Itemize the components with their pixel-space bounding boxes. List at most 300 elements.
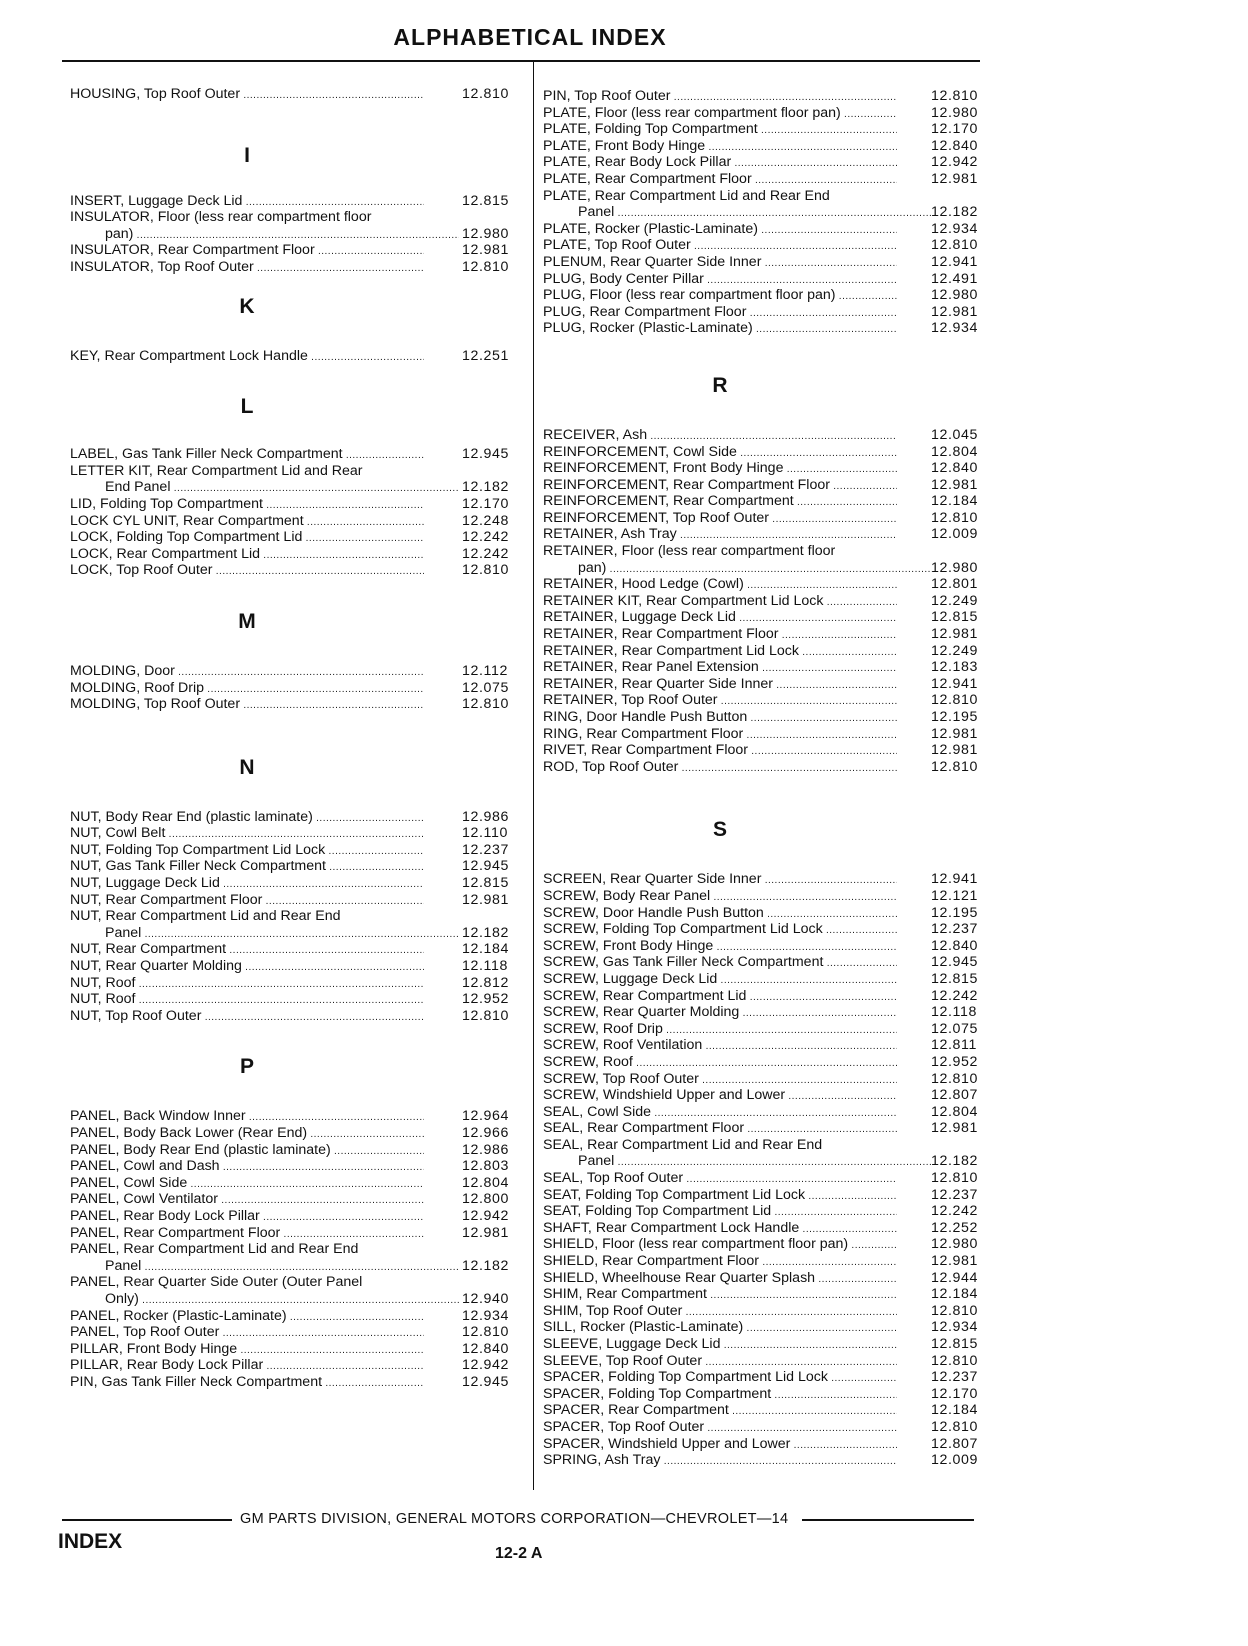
entry-page-ref: 12.170: [931, 121, 978, 138]
entry-name: PLATE, Folding Top Compartment .....: [543, 121, 897, 138]
entry-name: REINFORCEMENT, Cowl Side .....: [543, 444, 897, 461]
entry-name: SCREW, Gas Tank Filler Neck Compartment .....: [543, 954, 897, 971]
entry-page-ref: 12.242: [931, 987, 978, 1004]
entry-name-continued: Panel .....: [543, 1153, 932, 1170]
entry-name: RETAINER, Luggage Deck Lid .....: [543, 609, 897, 626]
entry-page-ref: 12.045: [931, 426, 978, 443]
entry-name: SPRING, Ash Tray .....: [543, 1452, 897, 1469]
entry-name: PLATE, Rear Compartment Lid and Rear End: [543, 187, 830, 204]
entry-page-ref: 12.815: [931, 970, 978, 987]
entry-page-ref: 12.184: [931, 1286, 978, 1303]
entry-name: PIN, Gas Tank Filler Neck Compartment .....: [70, 1374, 424, 1391]
entry-page-ref: 12.182: [931, 1153, 978, 1170]
entry-page-ref: 12.810: [931, 509, 978, 526]
index-entry: [543, 1104, 991, 1121]
entry-page-ref: 12.945: [931, 954, 978, 971]
index-entry: [70, 1341, 522, 1358]
index-entry: [543, 304, 991, 321]
index-entry: [543, 221, 991, 238]
entry-name: PANEL, Body Rear End (plastic laminate) .....: [70, 1142, 424, 1159]
entry-page-ref: 12.945: [462, 1373, 509, 1390]
entry-name: PANEL, Rear Body Lock Pillar .....: [70, 1208, 424, 1225]
entry-page-ref: 12.807: [931, 1435, 978, 1452]
index-entry: [543, 954, 991, 971]
entry-page-ref: 12.980: [462, 225, 509, 242]
entry-name: PLUG, Floor (less rear compartment floor pan) .....: [543, 287, 897, 304]
index-entry: [543, 692, 991, 709]
entry-name: SILL, Rocker (Plastic-Laminate) .....: [543, 1319, 897, 1336]
entry-page-ref: 12.807: [931, 1087, 978, 1104]
index-entry: [543, 593, 991, 610]
entry-name: REINFORCEMENT, Front Body Hinge .....: [543, 460, 897, 477]
entry-name: LOCK CYL UNIT, Rear Compartment .....: [70, 513, 424, 530]
entry-name: RING, Rear Compartment Floor .....: [543, 726, 897, 743]
index-entry: [543, 709, 991, 726]
entry-page-ref: 12.952: [462, 991, 509, 1008]
entry-name: PANEL, Body Back Lower (Rear End) .....: [70, 1125, 424, 1142]
index-entry: [70, 259, 522, 276]
entry-name: SCREEN, Rear Quarter Side Inner .....: [543, 871, 897, 888]
index-entry: [543, 742, 991, 759]
entry-page-ref: 12.986: [462, 1141, 509, 1158]
index-entry: [70, 546, 522, 563]
index-entry: [543, 1402, 991, 1419]
index-entry: [70, 86, 522, 103]
index-entry: [543, 1236, 991, 1253]
entry-name-continued: Panel .....: [543, 204, 932, 221]
index-entry: [70, 463, 522, 496]
letter-heading: I: [244, 143, 250, 167]
entry-name: RETAINER KIT, Rear Compartment Lid Lock .....: [543, 593, 897, 610]
index-entry: [543, 1286, 991, 1303]
index-entry: [543, 1120, 991, 1137]
entry-name: SCREW, Rear Compartment Lid .....: [543, 988, 897, 1005]
entry-name: RECEIVER, Ash .....: [543, 427, 897, 444]
entry-name: NUT, Rear Quarter Molding .....: [70, 958, 424, 975]
entry-page-ref: 12.941: [931, 871, 978, 888]
index-entry: [543, 154, 991, 171]
index-entry: [70, 496, 522, 513]
entry-page-ref: 12.252: [931, 1219, 978, 1236]
index-entry: [70, 1357, 522, 1374]
entry-name: PLUG, Body Center Pillar .....: [543, 271, 897, 288]
entry-name: SHAFT, Rear Compartment Lock Handle .....: [543, 1220, 897, 1237]
entry-page-ref: 12.815: [462, 192, 509, 209]
entry-name: RETAINER, Rear Quarter Side Inner .....: [543, 676, 897, 693]
entry-name: HOUSING, Top Roof Outer .....: [70, 86, 424, 103]
entry-name: NUT, Roof .....: [70, 991, 424, 1008]
entry-name: NUT, Luggage Deck Lid .....: [70, 875, 424, 892]
entry-name: SPACER, Folding Top Compartment Lid Lock .....: [543, 1369, 897, 1386]
entry-page-ref: 12.966: [462, 1125, 509, 1141]
index-entry: [543, 237, 991, 254]
index-entry: [543, 676, 991, 693]
entry-page-ref: 12.182: [462, 479, 509, 496]
entry-page-ref: 12.075: [931, 1020, 978, 1037]
entry-page-ref: 12.981: [931, 303, 978, 320]
index-entry: [543, 1270, 991, 1287]
right-index-column: [543, 88, 991, 1469]
entry-name: NUT, Body Rear End (plastic laminate) .....: [70, 809, 424, 826]
entry-name: MOLDING, Door .....: [70, 663, 424, 680]
index-entry: [70, 193, 522, 210]
entry-page-ref: 12.981: [462, 242, 509, 259]
index-entry: [543, 287, 991, 304]
index-entry: [70, 842, 522, 859]
index-entry: [543, 1087, 991, 1104]
letter-heading: L: [240, 395, 254, 419]
letter-heading: M: [238, 609, 256, 633]
index-entry: [543, 254, 991, 271]
entry-page-ref: 12.804: [931, 1103, 978, 1120]
index-entry: [70, 892, 522, 909]
index-entry: [70, 809, 522, 826]
index-entry: [543, 1187, 991, 1204]
entry-page-ref: 12.237: [931, 921, 978, 938]
entry-name: ROD, Top Roof Outer .....: [543, 759, 897, 776]
entry-name: MOLDING, Top Roof Outer .....: [70, 696, 424, 713]
entry-name: SCREW, Luggage Deck Lid .....: [543, 971, 897, 988]
entry-page-ref: 12.491: [931, 270, 978, 287]
index-entry: [543, 888, 991, 905]
entry-name: SPACER, Rear Compartment .....: [543, 1402, 897, 1419]
entry-name: REINFORCEMENT, Rear Compartment Floor .....: [543, 477, 897, 494]
entry-name: PLUG, Rocker (Plastic-Laminate) .....: [543, 320, 897, 337]
entry-page-ref: 12.810: [462, 1324, 509, 1341]
entry-page-ref: 12.810: [931, 692, 978, 709]
entry-page-ref: 12.840: [931, 137, 978, 154]
index-entry: [543, 510, 991, 527]
entry-name: PANEL, Cowl Side .....: [70, 1175, 424, 1192]
entry-page-ref: 12.110: [462, 825, 508, 842]
entry-page-ref: 12.183: [931, 659, 978, 676]
entry-page-ref: 12.945: [462, 858, 509, 875]
index-entry: [70, 1208, 522, 1225]
index-entry: [70, 875, 522, 892]
entry-name: PILLAR, Front Body Hinge .....: [70, 1341, 424, 1358]
letter-heading: K: [239, 294, 255, 318]
entry-name: SLEEVE, Luggage Deck Lid .....: [543, 1336, 897, 1353]
entry-page-ref: 12.810: [931, 758, 978, 775]
entry-name: PANEL, Cowl and Dash .....: [70, 1158, 424, 1175]
index-entry: [543, 1170, 991, 1187]
entry-page-ref: 12.981: [931, 742, 978, 759]
entry-name: SEAT, Folding Top Compartment Lid .....: [543, 1203, 897, 1220]
index-entry: [70, 1175, 522, 1192]
index-entry: [543, 1319, 991, 1336]
entry-page-ref: 12.944: [931, 1269, 978, 1286]
index-entry: [543, 138, 991, 155]
index-entry: [70, 242, 522, 259]
index-entry: [543, 1203, 991, 1220]
entry-page-ref: 12.242: [462, 529, 509, 546]
index-entry: [543, 444, 991, 461]
index-entry: [543, 477, 991, 494]
entry-page-ref: 12.118: [931, 1004, 977, 1021]
footer-rule-right: [802, 1519, 974, 1521]
index-entry: [543, 1419, 991, 1436]
index-entry: [70, 513, 522, 530]
index-entry: [70, 941, 522, 958]
entry-name: MOLDING, Roof Drip .....: [70, 680, 424, 697]
entry-page-ref: 12.184: [931, 1402, 978, 1419]
entry-name: RETAINER, Ash Tray .....: [543, 526, 897, 543]
column-divider: [533, 62, 534, 1490]
index-entry: [70, 858, 522, 875]
entry-name: SPACER, Folding Top Compartment .....: [543, 1386, 897, 1403]
index-entry: [543, 1353, 991, 1370]
index-entry: [70, 1324, 522, 1341]
entry-name: SEAL, Rear Compartment Lid and Rear End: [543, 1136, 823, 1153]
entry-name: PLENUM, Rear Quarter Side Inner .....: [543, 254, 897, 271]
entry-page-ref: 12.242: [931, 1203, 978, 1220]
entry-page-ref: 12.118: [462, 958, 508, 975]
entry-page-ref: 12.810: [931, 88, 978, 104]
entry-name: RETAINER, Rear Compartment Lid Lock .....: [543, 643, 897, 660]
index-entry: [543, 1054, 991, 1071]
entry-name: SLEEVE, Top Roof Outer .....: [543, 1353, 897, 1370]
entry-page-ref: 12.934: [931, 1319, 978, 1336]
entry-name: REINFORCEMENT, Top Roof Outer .....: [543, 510, 897, 527]
entry-name: SHIM, Rear Compartment .....: [543, 1286, 897, 1303]
index-entry: [70, 1191, 522, 1208]
entry-name: LID, Folding Top Compartment .....: [70, 496, 424, 513]
entry-name: PANEL, Rear Compartment Floor .....: [70, 1225, 424, 1242]
entry-page-ref: 12.237: [931, 1186, 978, 1203]
entry-name: SHIELD, Floor (less rear compartment floor pan) .....: [543, 1236, 897, 1253]
index-entry: [543, 1369, 991, 1386]
entry-page-ref: 12.840: [931, 460, 978, 477]
entry-name: SCREW, Roof Ventilation .....: [543, 1037, 897, 1054]
index-entry: [70, 209, 522, 242]
entry-page-ref: 12.009: [931, 1452, 978, 1469]
entry-name: LETTER KIT, Rear Compartment Lid and Rear: [70, 462, 363, 479]
index-entry: [70, 680, 522, 697]
entry-page-ref: 12.980: [931, 104, 978, 121]
entry-page-ref: 12.815: [931, 1336, 978, 1352]
letter-heading: R: [712, 373, 728, 397]
entry-page-ref: 12.952: [931, 1053, 978, 1070]
entry-page-ref: 12.248: [462, 512, 509, 529]
entry-name: SCREW, Folding Top Compartment Lid Lock .....: [543, 921, 897, 938]
entry-page-ref: 12.251: [462, 347, 509, 364]
index-entry: [70, 908, 522, 941]
index-entry: [70, 958, 522, 975]
entry-page-ref: 12.249: [931, 592, 978, 609]
entry-page-ref: 12.112: [462, 662, 508, 679]
index-entry: [543, 1452, 991, 1469]
index-entry: [70, 1008, 522, 1025]
entry-name: PLATE, Rocker (Plastic-Laminate) .....: [543, 221, 897, 238]
entry-page-ref: 12.934: [931, 220, 978, 237]
entry-name-continued: End Panel .....: [70, 479, 459, 496]
entry-page-ref: 12.810: [931, 237, 978, 254]
entry-name: SEAL, Cowl Side .....: [543, 1104, 897, 1121]
entry-page-ref: 12.980: [931, 287, 978, 304]
entry-page-ref: 12.811: [931, 1037, 977, 1054]
entry-page-ref: 12.237: [462, 841, 509, 858]
index-entry: [70, 1125, 522, 1142]
index-entry: [543, 1037, 991, 1054]
entry-page-ref: 12.182: [462, 924, 509, 941]
entry-page-ref: 12.810: [462, 562, 509, 579]
entry-page-ref: 12.981: [931, 476, 978, 493]
index-entry: [70, 1142, 522, 1159]
index-entry: [543, 988, 991, 1005]
index-entry: [543, 1071, 991, 1088]
index-entry: [543, 1137, 991, 1170]
entry-name: SCREW, Front Body Hinge .....: [543, 938, 897, 955]
index-entry: [543, 121, 991, 138]
entry-page-ref: 12.242: [462, 545, 509, 562]
entry-page-ref: 12.980: [931, 559, 978, 576]
entry-page-ref: 12.810: [462, 1007, 509, 1024]
index-entry: [543, 105, 991, 122]
index-entry: [543, 88, 991, 105]
entry-name: SHIELD, Rear Compartment Floor .....: [543, 1253, 897, 1270]
entry-name: SCREW, Windshield Upper and Lower .....: [543, 1087, 897, 1104]
entry-page-ref: 12.804: [462, 1174, 509, 1191]
section-label: INDEX: [58, 1530, 123, 1553]
index-entry: [543, 1220, 991, 1237]
entry-name: SPACER, Windshield Upper and Lower .....: [543, 1436, 897, 1453]
entry-page-ref: 12.075: [462, 679, 509, 696]
entry-name: LABEL, Gas Tank Filler Neck Compartment .....: [70, 446, 424, 463]
entry-name-continued: pan) .....: [543, 560, 932, 577]
index-entry: [70, 991, 522, 1008]
entry-name: RETAINER, Rear Compartment Floor .....: [543, 626, 897, 643]
entry-page-ref: 12.812: [462, 974, 509, 991]
entry-name: NUT, Top Roof Outer .....: [70, 1008, 424, 1025]
index-entry: [70, 1308, 522, 1325]
index-entry: [543, 543, 991, 576]
entry-name: PIN, Top Roof Outer .....: [543, 88, 897, 105]
entry-name: PLUG, Rear Compartment Floor .....: [543, 304, 897, 321]
index-entry: [543, 460, 991, 477]
index-entry: [543, 320, 991, 337]
index-entry: [70, 663, 522, 680]
index-entry: [543, 427, 991, 444]
index-entry: [70, 696, 522, 713]
footer-rule-left: [62, 1519, 232, 1521]
index-entry: [70, 1274, 522, 1307]
entry-page-ref: 12.942: [462, 1207, 509, 1224]
index-entry: [70, 1374, 522, 1391]
entry-page-ref: 12.249: [931, 642, 978, 659]
entry-page-ref: 12.934: [462, 1307, 509, 1324]
letter-heading: N: [239, 755, 255, 779]
index-entry: [543, 171, 991, 188]
entry-page-ref: 12.803: [462, 1158, 509, 1175]
index-entry: [543, 1386, 991, 1403]
entry-page-ref: 12.195: [931, 904, 978, 921]
index-entry: [543, 626, 991, 643]
index-entry: [543, 493, 991, 510]
entry-name: SHIM, Top Roof Outer .....: [543, 1303, 897, 1320]
entry-name: PANEL, Rear Compartment Lid and Rear End: [70, 1241, 359, 1258]
entry-name: PANEL, Top Roof Outer .....: [70, 1324, 424, 1341]
letter-heading: S: [712, 818, 727, 842]
entry-page-ref: 12.804: [931, 443, 978, 460]
entry-page-ref: 12.121: [931, 887, 978, 904]
entry-name-continued: pan) .....: [70, 226, 459, 243]
entry-page-ref: 12.981: [931, 626, 978, 643]
entry-name: NUT, Folding Top Compartment Lid Lock .....: [70, 842, 424, 859]
entry-name: RETAINER, Floor (less rear compartment floor: [543, 543, 836, 560]
index-entry: [543, 971, 991, 988]
entry-name: NUT, Rear Compartment Floor .....: [70, 892, 424, 909]
entry-page-ref: 12.801: [931, 576, 978, 593]
index-entry: [543, 609, 991, 626]
entry-name: SEAL, Rear Compartment Floor .....: [543, 1120, 897, 1137]
entry-name-continued: Only) .....: [70, 1291, 459, 1308]
index-entry: [543, 871, 991, 888]
index-entry: [543, 905, 991, 922]
page-number: 12-2 A: [495, 1545, 543, 1562]
index-entry: [543, 1004, 991, 1021]
entry-page-ref: 12.840: [931, 937, 978, 954]
entry-name: SEAT, Folding Top Compartment Lid Lock .....: [543, 1187, 897, 1204]
entry-page-ref: 12.815: [462, 875, 509, 892]
entry-name-continued: Panel .....: [70, 925, 459, 942]
entry-page-ref: 12.942: [931, 154, 978, 171]
entry-name: INSULATOR, Floor (less rear compartment floor: [70, 209, 372, 226]
entry-name: SCREW, Top Roof Outer .....: [543, 1071, 897, 1088]
entry-page-ref: 12.810: [931, 1302, 978, 1319]
index-entry: [543, 188, 991, 221]
entry-page-ref: 12.810: [462, 696, 509, 713]
entry-name: INSERT, Luggage Deck Lid .....: [70, 193, 424, 210]
entry-page-ref: 12.942: [462, 1357, 509, 1374]
entry-name-continued: Panel .....: [70, 1258, 459, 1275]
entry-name: PANEL, Rocker (Plastic-Laminate) .....: [70, 1308, 424, 1325]
entry-name: INSULATOR, Rear Compartment Floor .....: [70, 242, 424, 259]
entry-name: RETAINER, Rear Panel Extension .....: [543, 659, 897, 676]
entry-name: SPACER, Top Roof Outer .....: [543, 1419, 897, 1436]
entry-name: PANEL, Back Window Inner .....: [70, 1108, 424, 1125]
index-entry: [70, 1108, 522, 1125]
entry-page-ref: 12.182: [931, 204, 978, 221]
entry-page-ref: 12.986: [462, 808, 509, 825]
index-entry: [543, 1303, 991, 1320]
page-title: ALPHABETICAL INDEX: [393, 24, 667, 50]
entry-page-ref: 12.941: [931, 675, 978, 692]
index-entry: [70, 975, 522, 992]
entry-name: NUT, Cowl Belt .....: [70, 825, 424, 842]
entry-name: PLATE, Top Roof Outer .....: [543, 237, 897, 254]
entry-page-ref: 12.981: [931, 725, 978, 742]
entry-page-ref: 12.840: [462, 1340, 509, 1357]
entry-name: LOCK, Rear Compartment Lid .....: [70, 546, 424, 563]
entry-page-ref: 12.981: [931, 1120, 978, 1137]
entry-name: LOCK, Top Roof Outer .....: [70, 562, 424, 579]
entry-name: RETAINER, Top Roof Outer .....: [543, 692, 897, 709]
index-entry: [543, 526, 991, 543]
entry-name: PANEL, Rear Quarter Side Outer (Outer Panel: [70, 1274, 363, 1291]
entry-name: PANEL, Cowl Ventilator .....: [70, 1191, 424, 1208]
index-entry: [70, 825, 522, 842]
entry-name: PLATE, Front Body Hinge .....: [543, 138, 897, 155]
index-entry: [70, 1241, 522, 1274]
entry-name: NUT, Rear Compartment Lid and Rear End: [70, 908, 341, 925]
index-entry: [543, 659, 991, 676]
index-entry: [70, 348, 522, 365]
entry-name: SCREW, Rear Quarter Molding .....: [543, 1004, 897, 1021]
entry-name: LOCK, Folding Top Compartment Lid .....: [70, 529, 424, 546]
entry-page-ref: 12.981: [931, 170, 978, 187]
entry-page-ref: 12.810: [931, 1352, 978, 1369]
entry-page-ref: 12.810: [462, 86, 509, 102]
